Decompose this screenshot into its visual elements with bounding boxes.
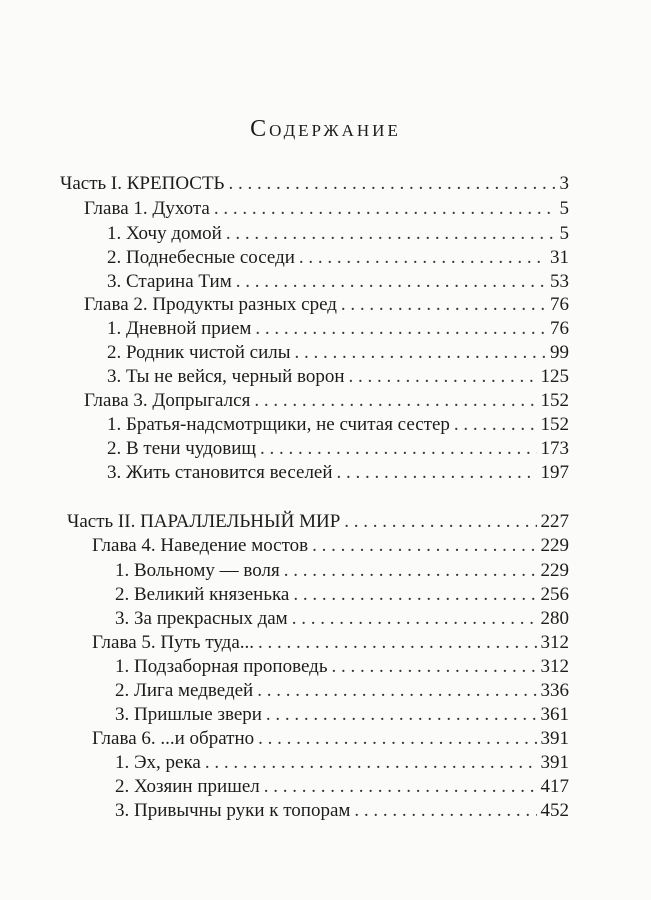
entry-label: 1. Вольному — воля — [115, 560, 280, 581]
leader-dots — [292, 607, 537, 631]
entry-page: 173 — [540, 438, 569, 459]
leader-dots — [205, 751, 537, 775]
leader-dots — [258, 727, 536, 751]
leader-dots — [299, 246, 546, 270]
entry-label: 2. Поднебесные соседи — [107, 247, 295, 268]
toc-entry-part — [67, 510, 569, 534]
toc-entry-section — [107, 222, 569, 246]
leader-dots — [354, 799, 536, 823]
toc-entry-chapter — [92, 631, 569, 655]
entry-page: 336 — [540, 680, 569, 701]
leader-dots — [254, 389, 536, 413]
leader-dots — [264, 775, 537, 799]
toc-entry-chapter — [84, 389, 569, 413]
leader-dots — [341, 293, 546, 317]
toc-entry-chapter — [92, 534, 569, 558]
entry-page: 152 — [540, 414, 569, 435]
entry-page: 152 — [540, 390, 569, 411]
entry-label: Часть I. КРЕПОСТЬ — [60, 173, 225, 194]
toc-entry-section — [115, 559, 569, 583]
leader-dots — [454, 413, 537, 437]
leader-dots — [257, 679, 536, 703]
entry-label: Глава 2. Продукты разных сред — [84, 294, 337, 315]
entry-page: 197 — [540, 462, 569, 483]
entry-label: Часть II. ПАРАЛЛЕЛЬНЫЙ МИР — [67, 511, 341, 532]
leader-dots — [293, 583, 536, 607]
toc-entry-section — [115, 583, 569, 607]
leader-dots — [266, 703, 537, 727]
entry-label: 3. Жить становится веселей — [107, 462, 333, 483]
toc-entry-chapter — [84, 293, 569, 317]
leader-dots — [284, 559, 537, 583]
entry-label: 2. Великий князенька — [115, 584, 290, 605]
leader-dots — [295, 341, 546, 365]
entry-label: 1. Подзаборная проповедь — [115, 656, 328, 677]
leader-dots — [214, 197, 556, 221]
entry-page: 361 — [540, 704, 569, 725]
entry-page: 452 — [540, 800, 569, 821]
entry-label: 3. Пришлые звери — [115, 704, 262, 725]
entry-label: Глава 5. Путь туда... — [92, 632, 255, 653]
toc-entry-section — [115, 799, 569, 823]
entry-page: 125 — [540, 366, 569, 387]
entry-page: 53 — [550, 271, 569, 292]
entry-page: 227 — [540, 511, 569, 532]
entry-page: 391 — [540, 752, 569, 773]
leader-dots — [258, 631, 536, 655]
leader-dots — [228, 172, 555, 196]
entry-page: 5 — [559, 198, 569, 219]
leader-dots — [337, 461, 537, 485]
toc-entry-section — [107, 413, 569, 437]
toc-entry-section — [115, 703, 569, 727]
entry-page: 229 — [540, 560, 569, 581]
toc-entry-section — [115, 751, 569, 775]
entry-page: 31 — [550, 247, 569, 268]
entry-label: Глава 4. Наведение мостов — [92, 535, 309, 556]
entry-label: 3. Старина Тим — [107, 271, 232, 292]
leader-dots — [331, 655, 536, 679]
entry-page: 76 — [550, 318, 569, 339]
entry-page: 391 — [540, 728, 569, 749]
entry-page: 229 — [540, 535, 569, 556]
entry-page: 280 — [540, 608, 569, 629]
entry-page: 3 — [559, 173, 569, 194]
toc-entry-section — [115, 607, 569, 631]
toc-entry-section — [107, 341, 569, 365]
entry-page: 312 — [540, 656, 569, 677]
entry-label: 2. Лига медведей — [115, 680, 254, 701]
entry-label: 2. Хозяин пришел — [115, 776, 260, 797]
leader-dots — [226, 222, 556, 246]
entry-page: 256 — [540, 584, 569, 605]
toc-title: Содержание — [250, 116, 401, 142]
entry-label: 3. Ты не вейся, черный ворон — [107, 366, 345, 387]
toc-entry-part — [60, 172, 569, 196]
toc-entry-section — [115, 775, 569, 799]
entry-page: 417 — [540, 776, 569, 797]
leader-dots — [260, 437, 536, 461]
toc-entry-section — [107, 270, 569, 294]
toc-entry-section — [115, 655, 569, 679]
entry-label: 1. Хочу домой — [107, 223, 222, 244]
toc-entry-chapter — [92, 727, 569, 751]
entry-label: 3. Привычны руки к топорам — [115, 800, 351, 821]
entry-label: Глава 6. ...и обратно — [92, 728, 255, 749]
leader-dots — [255, 317, 546, 341]
entry-page: 312 — [540, 632, 569, 653]
toc-entry-section — [107, 365, 569, 389]
toc-entry-section — [115, 679, 569, 703]
leader-dots — [344, 510, 536, 534]
entry-page: 99 — [550, 342, 569, 363]
entry-label: 1. Эх, река — [115, 752, 201, 773]
entry-label: 1. Братья-надсмотрщики, не считая сестер — [107, 414, 450, 435]
entry-label: 2. Родник чистой силы — [107, 342, 291, 363]
toc-entry-chapter — [84, 197, 569, 221]
entry-label: 3. За прекрасных дам — [115, 608, 288, 629]
toc-entry-section — [107, 461, 569, 485]
toc-entry-section — [107, 437, 569, 461]
entry-label: Глава 1. Духота — [84, 198, 210, 219]
entry-page: 76 — [550, 294, 569, 315]
toc-entry-section — [107, 246, 569, 270]
leader-dots — [236, 270, 546, 294]
entry-label: 2. В тени чудовищ — [107, 438, 257, 459]
toc-entry-section — [107, 317, 569, 341]
entry-page: 5 — [559, 223, 569, 244]
entry-label: 1. Дневной прием — [107, 318, 252, 339]
leader-dots — [349, 365, 537, 389]
leader-dots — [312, 534, 536, 558]
entry-label: Глава 3. Допрыгался — [84, 390, 251, 411]
